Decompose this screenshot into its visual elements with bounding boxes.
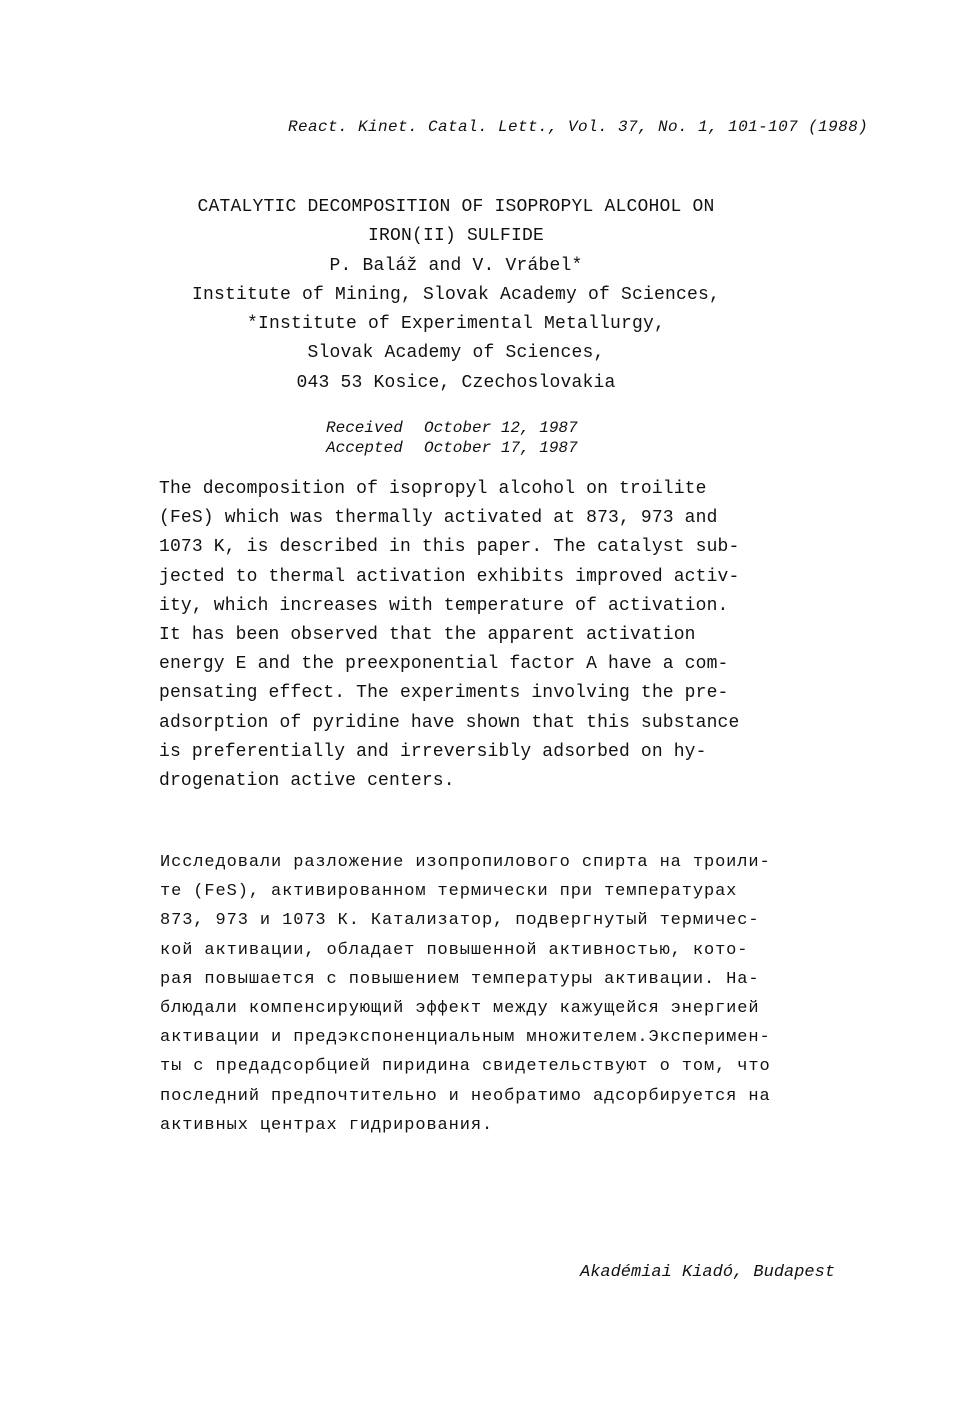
affiliation-line: 043 53 Kosice, Czechoslovakia: [296, 372, 616, 393]
affiliation-line: Slovak Academy of Sciences,: [307, 343, 605, 364]
received-row: [326, 418, 578, 438]
affiliation-line: Institute of Mining, Slovak Academy of Sciences,: [191, 284, 721, 305]
abstract-ru-line: активных центрах гидрирования.: [160, 1115, 494, 1135]
title-line: CATALYTIC DECOMPOSITION OF ISOPROPYL ALCOHOL ON: [197, 197, 715, 217]
abstract-ru-line: рая повышается с повышением температуры активации. На-: [160, 969, 760, 989]
abstract-en-line: adsorption of pyridine have shown that this substance: [159, 712, 740, 733]
submission-dates: [326, 418, 578, 458]
publisher-imprint: Akadémiai Kiadó, Budapest: [580, 1263, 836, 1282]
abstract-ru-line: ты с предадсорбцией пиридина свидетельствуют о том, что: [160, 1057, 771, 1077]
abstract-en-line: energy E and the preexponential factor A have a com-: [159, 654, 729, 675]
abstract-ru-line: блюдали компенсирующий эффект между кажущейся энергией: [160, 999, 760, 1019]
abstract-ru-line: те (FeS), активированном термически при температурах: [160, 882, 738, 902]
abstract-en-line: 1073 K, is described in this paper. The catalyst sub-: [159, 537, 740, 558]
title-line: IRON(II) SULFIDE: [367, 226, 545, 247]
abstract-english: [159, 475, 799, 796]
abstract-russian: [160, 848, 820, 1140]
received-date: October 12, 1987: [424, 419, 578, 437]
abstract-en-line: ity, which increases with temperature of activation.: [159, 595, 729, 616]
accepted-label: Accepted: [326, 439, 403, 457]
abstract-en-line: is preferentially and irreversibly adsorbed on hy-: [159, 741, 707, 762]
abstract-en-line: (FeS) which was thermally activated at 873, 973 and: [159, 508, 718, 529]
abstract-ru-line: Исследовали разложение изопропилового спирта на троили-: [160, 853, 771, 872]
received-label: Received: [326, 419, 403, 437]
abstract-ru-line: кой активации, обладает повышенной активностью, кото-: [160, 940, 749, 960]
authors: P. Baláž and V. Vrábel*: [329, 255, 583, 276]
journal-citation: React. Kinet. Catal. Lett., Vol. 37, No. 1, 101-107 (1988): [288, 118, 869, 136]
affiliation-line: *Institute of Experimental Metallurgy,: [246, 314, 666, 335]
abstract-en-line: The decomposition of isopropyl alcohol on troilite: [159, 479, 707, 499]
abstract-ru-line: 873, 973 и 1073 К. Катализатор, подвергнутый термичес-: [160, 911, 760, 931]
abstract-en-line: jected to thermal activation exhibits improved activ-: [159, 566, 740, 587]
abstract-ru-line: последний предпочтительно и необратимо адсорбируется на: [160, 1086, 771, 1106]
abstract-en-line: It has been observed that the apparent activation: [159, 625, 696, 646]
abstract-en-line: drogenation active centers.: [159, 771, 455, 792]
accepted-date: October 17, 1987: [424, 439, 578, 457]
abstract-ru-line: активации и предэкспоненциальным множителем.Эксперимен-: [160, 1028, 771, 1048]
accepted-row: [326, 438, 578, 458]
abstract-en-line: pensating effect. The experiments involving the pre-: [159, 683, 729, 704]
title-block: [0, 193, 912, 398]
